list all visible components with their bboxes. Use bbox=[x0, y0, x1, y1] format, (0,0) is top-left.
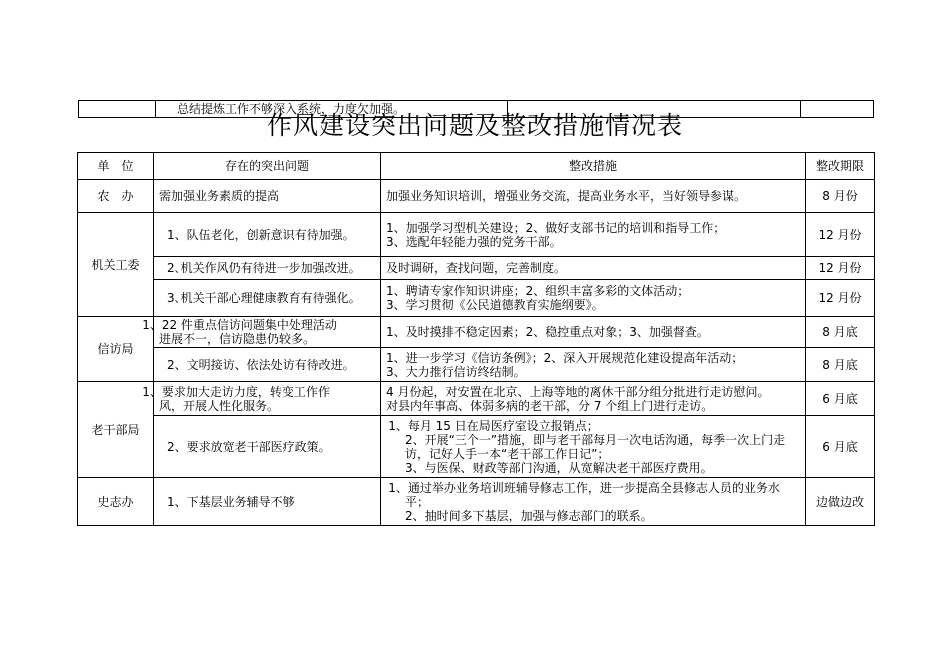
deadline-cell: 12 月份 bbox=[806, 280, 875, 317]
problem-cell: 1、队伍老化，创新意识有待加强。 bbox=[154, 213, 381, 257]
measure-cell: 4 月份起，对安置在北京、上海等地的离休干部分组分批进行走访慰问。 对县内年事高、体弱多病的老干部，分 7 个组上门进行走访。 bbox=[381, 382, 806, 416]
problem-cell: 2、要求放宽老干部医疗政策。 bbox=[154, 416, 381, 478]
rectification-table bbox=[77, 152, 875, 526]
measure-cell: 1、进一步学习《信访条例》；2、深入开展规范化建设提高年活动； 3、大力推行信访终结制。 bbox=[381, 348, 806, 382]
unit-cell: 信访局 bbox=[78, 317, 154, 382]
header-deadline: 整改期限 bbox=[806, 153, 875, 180]
table-row bbox=[78, 317, 875, 348]
deadline-cell: 12 月份 bbox=[806, 213, 875, 257]
carryover-text: 总结提炼工作不够深入系统，力度欠加强。 bbox=[177, 102, 406, 116]
deadline-cell: 8 月份 bbox=[806, 180, 875, 213]
measure-cell: 1、聘请专家作知识讲座；2、组织丰富多彩的文体活动； 3、学习贯彻《公民道德教育实施纲要》。 bbox=[381, 280, 806, 317]
measure-cell: 1、每月 15 日在局医疗室设立报销点； 2、开展“三个一”措施，即与老干部每月一次电话沟通，每季一次上门走访，记好人手一本“老干部工作日记”； 3、与医保、财政等部门沟通，从宽解决老干部医疗费用。 bbox=[381, 416, 806, 478]
table-row bbox=[78, 478, 875, 526]
unit-cell: 史志办 bbox=[78, 478, 154, 526]
table-row bbox=[78, 382, 875, 416]
deadline-cell: 边做边改 bbox=[806, 478, 875, 526]
measure-cell: 1、及时摸排不稳定因素；2、稳控重点对象；3、加强督查。 bbox=[381, 317, 806, 348]
header-measure: 整改措施 bbox=[381, 153, 806, 180]
deadline-cell: 6 月底 bbox=[806, 416, 875, 478]
deadline-cell: 6 月底 bbox=[806, 382, 875, 416]
measure-cell: 及时调研，查找问题，完善制度。 bbox=[381, 257, 806, 280]
deadline-cell: 8 月底 bbox=[806, 317, 875, 348]
measure-cell: 1、通过举办业务培训班辅导修志工作，进一步提高全县修志人员的业务水平； 2、抽时间多下基层，加强与修志部门的联系。 bbox=[381, 478, 806, 526]
page-title: 作风建设突出问题及整改措施情况表 bbox=[266, 111, 683, 140]
deadline-cell: 12 月份 bbox=[806, 257, 875, 280]
table-header-row bbox=[78, 153, 875, 180]
table-row bbox=[78, 348, 875, 382]
table-row bbox=[78, 257, 875, 280]
problem-cell: 3､机关干部心理健康教育有待强化。 bbox=[154, 280, 381, 317]
unit-cell: 农 办 bbox=[78, 180, 154, 213]
table-row bbox=[78, 213, 875, 257]
problem-cell: 2､机关作风仍有待进一步加强改进。 bbox=[154, 257, 381, 280]
header-problem: 存在的突出问题 bbox=[154, 153, 381, 180]
problem-cell: 1、下基层业务辅导不够 bbox=[154, 478, 381, 526]
problem-cell: 1、22 件重点信访问题集中处理活动 进展不一，信访隐患仍较多。 bbox=[154, 317, 381, 348]
unit-cell: 老干部局 bbox=[78, 382, 154, 478]
deadline-cell: 8 月底 bbox=[806, 348, 875, 382]
measure-cell: 1、加强学习型机关建设；2、做好支部书记的培训和指导工作； 3、选配年轻能力强的党务干部。 bbox=[381, 213, 806, 257]
table-row bbox=[78, 280, 875, 317]
table-row bbox=[78, 416, 875, 478]
problem-cell: 2、文明接访、依法处访有待改进。 bbox=[154, 348, 381, 382]
problem-cell: 需加强业务素质的提高 bbox=[154, 180, 381, 213]
problem-cell: 1、要求加大走访力度，转变工作作 风，开展人性化服务。 bbox=[154, 382, 381, 416]
table-row bbox=[78, 180, 875, 213]
header-unit: 单 位 bbox=[78, 153, 154, 180]
unit-cell: 机关工委 bbox=[78, 213, 154, 317]
measure-cell: 加强业务知识培训，增强业务交流，提高业务水平，当好领导参谋。 bbox=[381, 180, 806, 213]
